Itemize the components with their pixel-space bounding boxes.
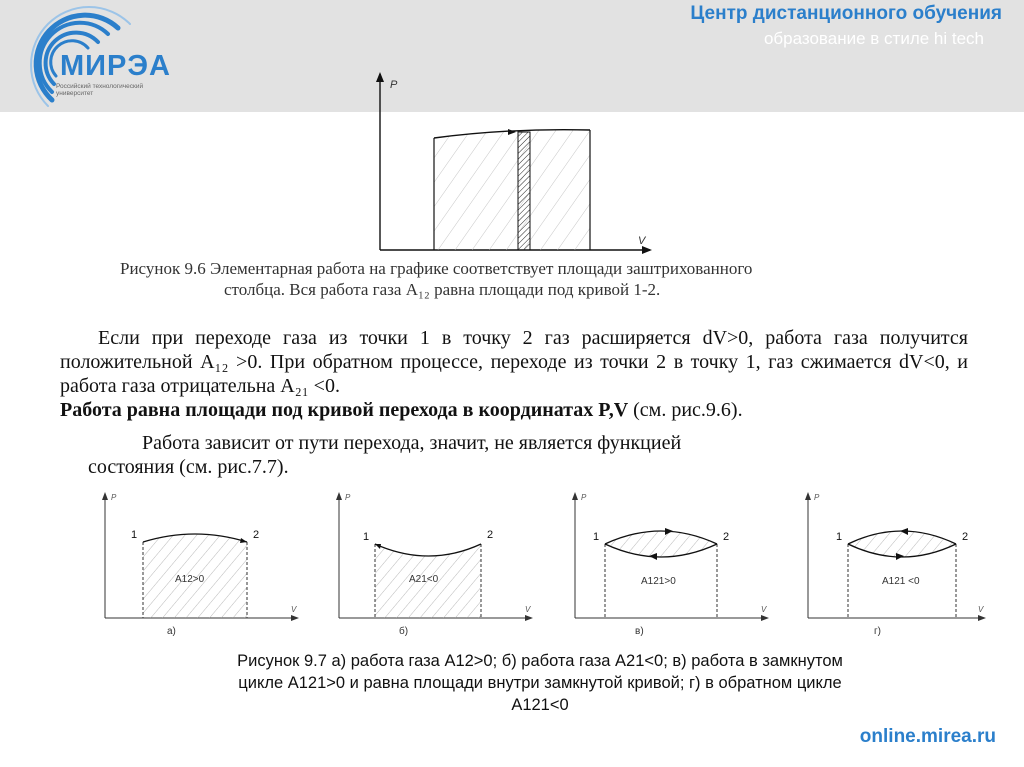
figure-9-6-caption: [120, 258, 970, 300]
panel-c: [572, 492, 769, 637]
panel-a-v-arrow-icon: [291, 615, 299, 621]
area-under-curve: [434, 130, 590, 250]
panel-b-p-label: P: [345, 493, 351, 502]
panel-a-p-label: P: [111, 493, 117, 502]
panel-d-point-2: 2: [962, 531, 969, 543]
figure-9-6: [360, 68, 660, 258]
mirea-logo: [0, 0, 180, 112]
p-axis-arrow-icon: [376, 72, 384, 82]
panel-a-p-arrow-icon: [102, 492, 108, 500]
bold-statement-ref: (см. рис.9.6).: [628, 399, 743, 421]
panel-b-work-label: A21<0: [409, 574, 439, 585]
panel-b-p-arrow-icon: [336, 492, 342, 500]
panel-a-point-1: 1: [131, 529, 138, 541]
panel-a-work-label: A12>0: [175, 574, 205, 585]
panel-d-work-label: A121 <0: [882, 576, 920, 587]
panel-a-point-2: 2: [253, 529, 260, 541]
p-axis-label: P: [390, 79, 398, 91]
paragraph-3-line-2: состояния (см. рис.7.7).: [88, 456, 289, 478]
panel-d-v-label: V: [978, 605, 984, 614]
paragraph-path-dependence: [88, 431, 888, 479]
panel-b-point-2: 2: [487, 529, 494, 541]
caption-2-line-2: цикле A121>0 и равна площади внутри замкнутой кривой; г) в обратном цикле: [238, 674, 842, 692]
logo-text: МИРЭА: [60, 50, 171, 82]
footer-url[interactable]: online.mirea.ru: [859, 726, 996, 747]
bold-statement: Работа равна площади под кривой перехода в координатах P,V: [60, 399, 629, 421]
header-subtitle: образование в стиле hi tech: [763, 29, 984, 48]
panel-b-v-label: V: [525, 605, 531, 614]
panel-d-label: г): [874, 626, 881, 637]
paragraph-area-statement: [60, 398, 968, 422]
v-axis-arrow-icon: [642, 246, 652, 254]
panel-d: [798, 488, 998, 648]
panel-c-work-label: A121>0: [641, 576, 676, 587]
panel-c-p-label: P: [581, 493, 587, 502]
panel-c-label: в): [635, 626, 644, 637]
panel-c-v-label: V: [761, 605, 767, 614]
paragraph-1-text: Если при переходе газа из точки 1 в точку 2 газ расширяется dV>0, работа газа получится положительной A₁₂ >0. При обратном процессе, переходе из точки 2 в точку 1, газ сжимается dV<0, и работа газа отрицательна A₂₁ <0.: [60, 327, 968, 397]
elementary-strip: [518, 132, 530, 250]
panel-d-cycle-area: [848, 531, 956, 557]
caption-line-1: Рисунок 9.6 Элементарная работа на графике соответствует площади заштрихованного: [120, 259, 753, 278]
paragraph-work-sign: [60, 326, 968, 398]
figure-9-7-caption: [100, 650, 980, 716]
panel-c-cycle-area: [605, 531, 717, 557]
panel-c-p-arrow-icon: [572, 492, 578, 500]
caption-2-line-3: A121<0: [511, 696, 569, 714]
panel-a-label: а): [167, 626, 176, 637]
panel-a: [102, 492, 299, 637]
v-axis-label: V: [638, 235, 646, 247]
figure-9-7: [95, 488, 795, 648]
header-title: Центр дистанционного обучения: [690, 3, 1002, 24]
logo-subtitle: Российский технологический университет: [56, 83, 144, 97]
panel-c-v-arrow-icon: [761, 615, 769, 621]
panel-b-point-1: 1: [363, 531, 370, 543]
caption-line-2: столбца. Вся работа газа A₁₂ равна площади под кривой 1-2.: [224, 280, 661, 299]
panel-b: [336, 492, 533, 637]
paragraph-3-line-1: Работа зависит от пути перехода, значит, не является функцией: [142, 432, 682, 454]
panel-c-point-2: 2: [723, 531, 730, 543]
panel-d-point-1: 1: [836, 531, 843, 543]
panel-b-v-arrow-icon: [525, 615, 533, 621]
panel-c-point-1: 1: [593, 531, 600, 543]
panel-d-p-arrow-icon: [805, 492, 811, 500]
panel-b-label: б): [399, 626, 409, 637]
panel-d-p-label: P: [814, 493, 820, 502]
caption-2-line-1: Рисунок 9.7 а) работа газа A12>0; б) работа газа A21<0; в) работа в замкнутом: [237, 652, 843, 670]
panel-d-v-arrow-icon: [978, 615, 986, 621]
panel-a-v-label: V: [291, 605, 297, 614]
